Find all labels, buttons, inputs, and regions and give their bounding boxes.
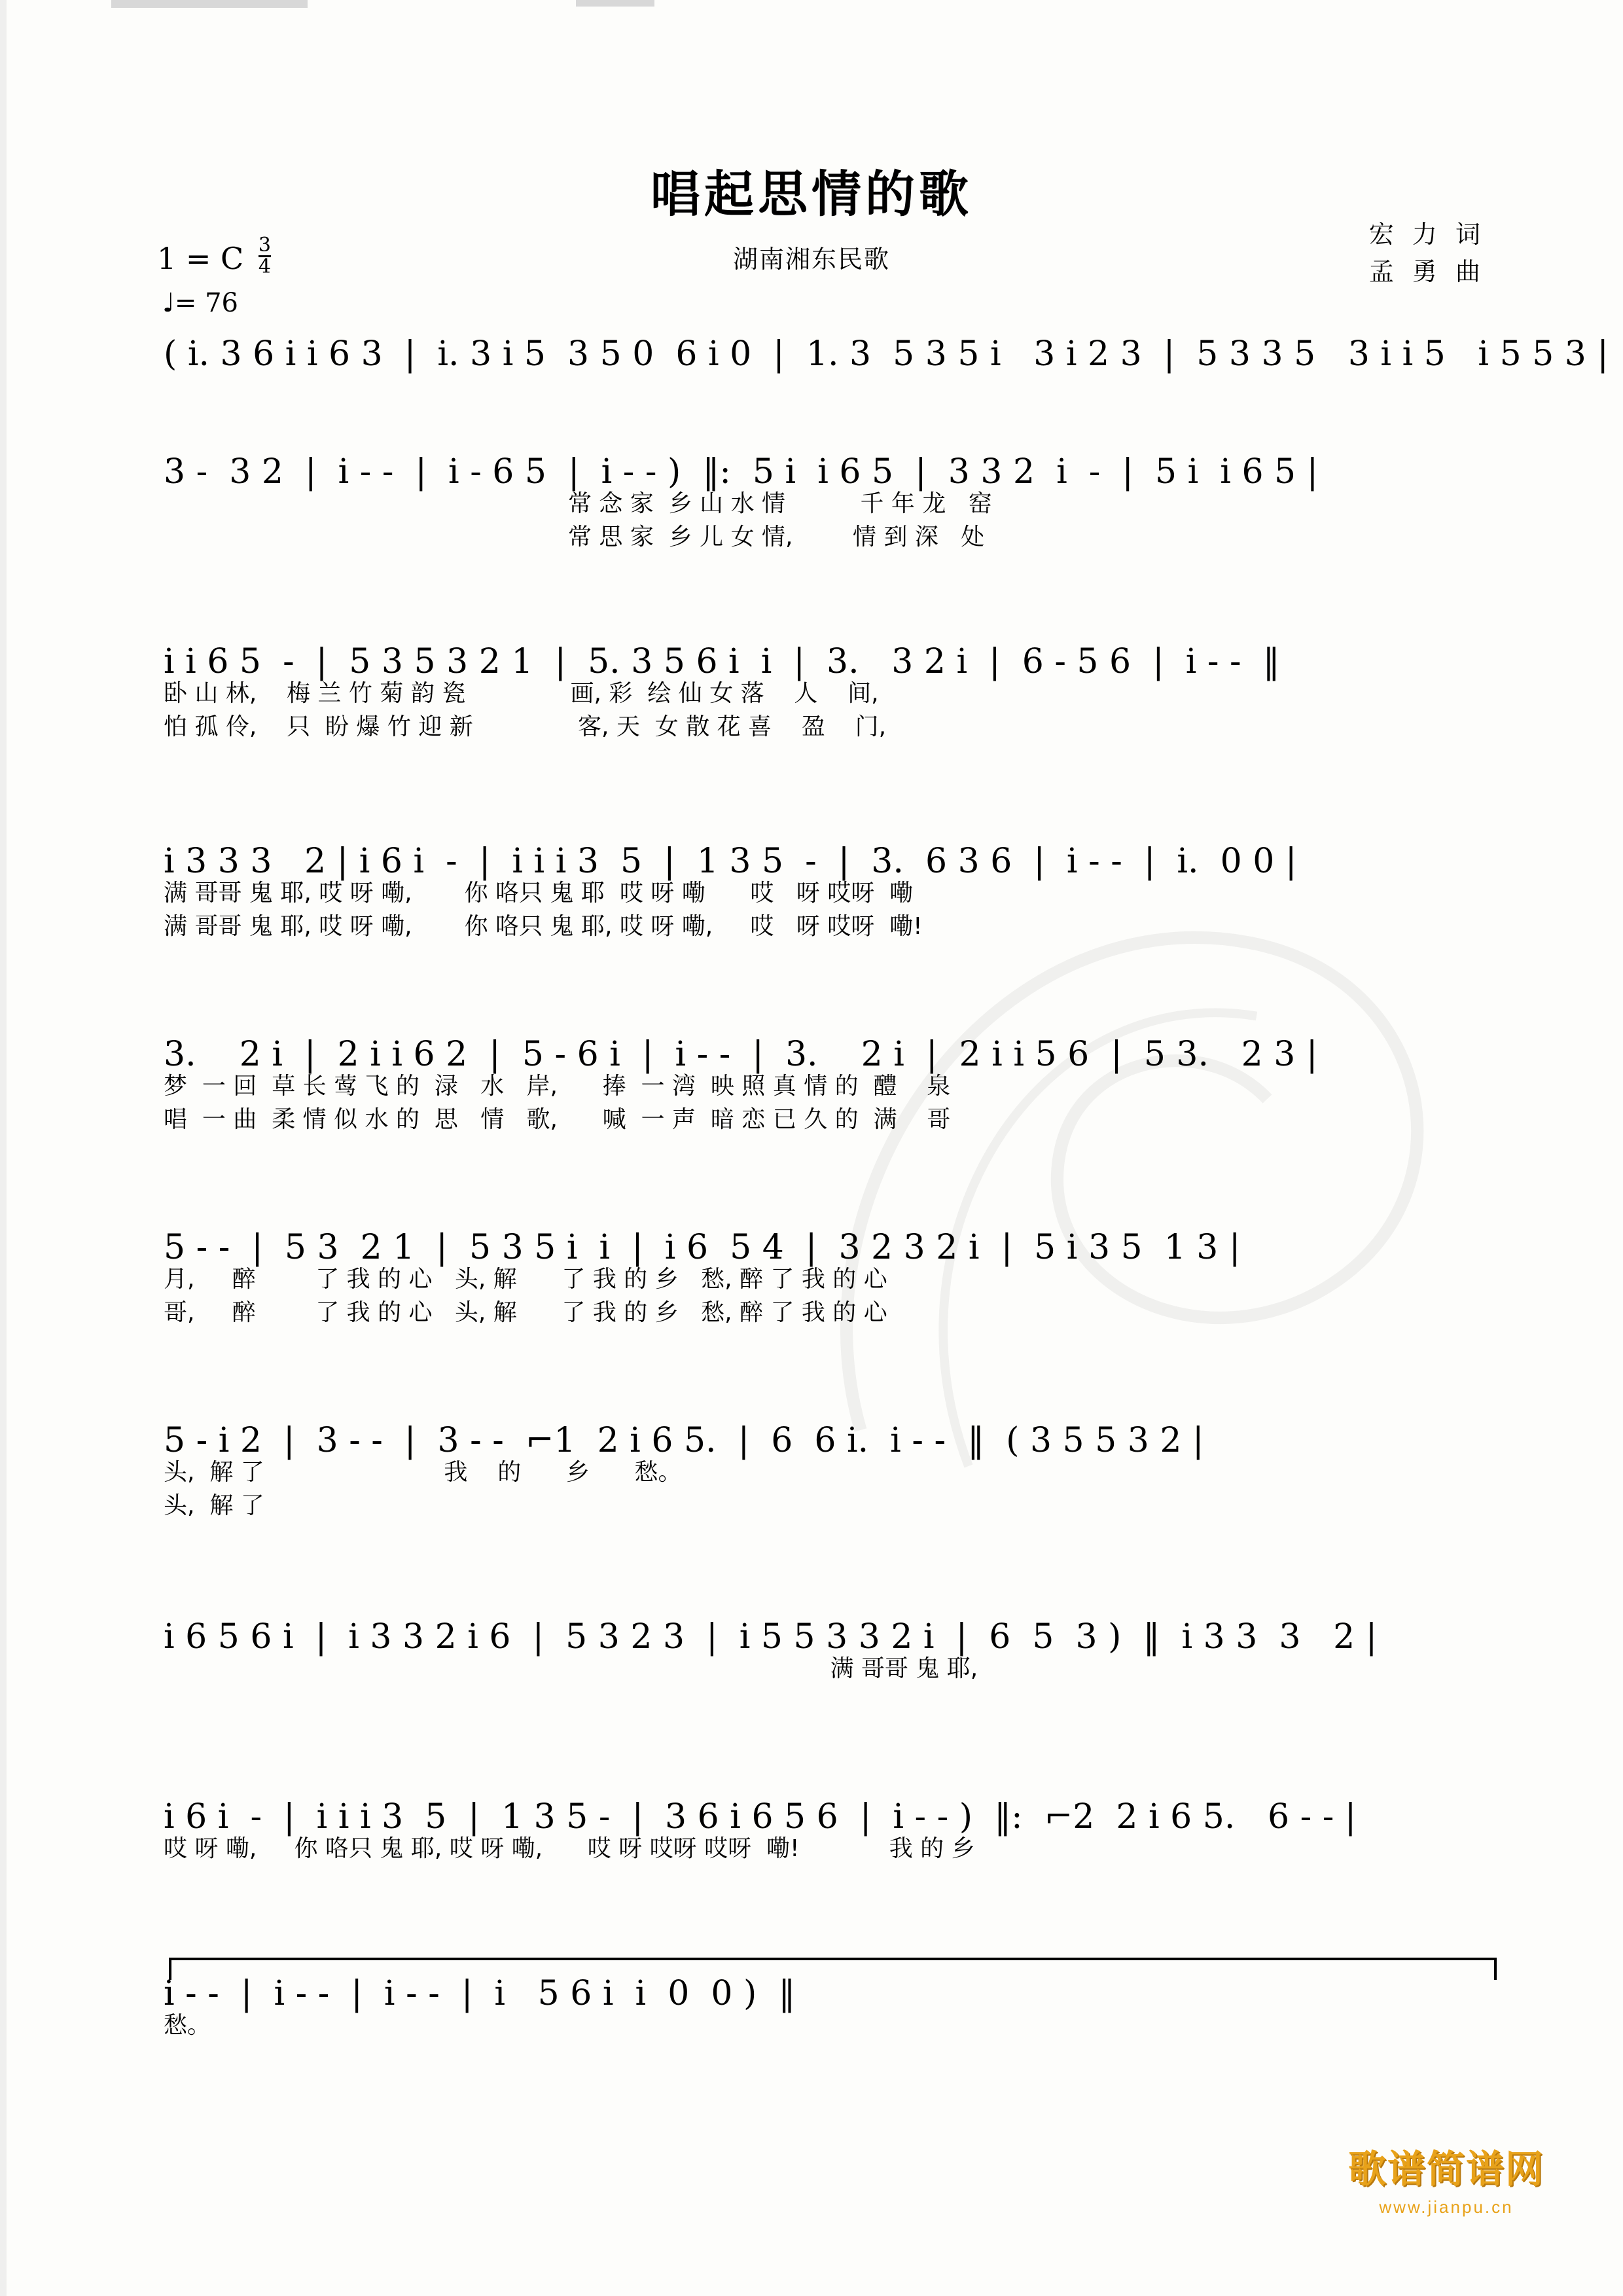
lyric-line-verse1: 哎 呀 嘞, 你 咯只 鬼 耶, 哎 呀 嘞, 哎 呀 哎呀 哎呀 嘞! 我 的 乡 [164, 1835, 975, 1862]
site-logo-brand: 歌谱简谱网 [1347, 2147, 1544, 2191]
music-system-8 [164, 1617, 1512, 1683]
phrase-bracket [167, 1954, 1502, 1993]
credits-block [1369, 216, 1486, 291]
lyric-line-verse2: 常 思 家 乡 儿 女 情, 情 到 深 处 [164, 524, 985, 550]
music-system-6 [164, 1230, 1512, 1327]
time-signature-numerator: 3 [258, 234, 271, 257]
music-system-5 [164, 1037, 1512, 1134]
music-system-7 [164, 1421, 1512, 1520]
lyric-line-verse1: 常 念 家 乡 山 水 情 千 年 龙 窑 [164, 490, 992, 517]
composer-credit: 孟 勇 曲 [1368, 257, 1486, 286]
notation-line: i - - | i - - | i - - | i 5 6 i i 0 0 ) ‖ [164, 1974, 796, 2013]
lyricist-credit: 宏 力 词 [1368, 220, 1486, 249]
lyric-line-verse2: 唱 一 曲 柔 情 似 水 的 思 情 歌, 喊 一 声 暗 恋 已 久 的 满 哥 [164, 1106, 951, 1133]
time-signature [259, 236, 271, 277]
site-logo-url: www.jianpu.cn [1379, 2197, 1514, 2217]
top-edge-artifacts [0, 0, 1623, 39]
subtitle-genre: 湖南湘东民歌 [732, 245, 890, 274]
lyric-line-verse2: 哥, 醉 了 我 的 心 头, 解 了 我 的 乡 愁, 醉 了 我 的 心 [164, 1299, 887, 1326]
lyric-line-verse1: 梦 一 回 草 长 莺 飞 的 渌 水 岸, 捧 一 湾 映 照 真 情 的 醴 泉 [164, 1073, 951, 1100]
key-signature-text: 1 = C [157, 241, 244, 276]
lyric-line-verse1: 头, 解 了 我 的 乡 愁。 [164, 1459, 682, 1486]
time-signature-denominator: 4 [258, 255, 271, 278]
lyric-line-verse1: 满 哥哥 鬼 耶, 哎 呀 嘞, 你 咯只 鬼 耶 哎 呀 嘞 哎 呀 哎呀 嘞 [164, 880, 914, 906]
lyric-line-verse1: 满 哥哥 鬼 耶, [164, 1655, 978, 1682]
music-system-9 [164, 1797, 1512, 1863]
music-system-3 [164, 642, 1512, 742]
lyric-line-verse1: 卧 山 林, 梅 兰 竹 菊 韵 瓷 画, 彩 绘 仙 女 落 人 间, [164, 680, 879, 707]
notation-line: 5 - - | 5 3 2 1 | 5 3 5 i i | i 6 5 4 | 3 2 3 2 i | 5 i 3 5 1 3 | [164, 1228, 1241, 1267]
notation-line: ( i. 3 6 i i 6 3 | i. 3 i 5 3 5 0 6 i 0 | 1. 3 5 3 5 i 3 i 2 3 | 5 3 3 5 3 i i 5 i 5 5 3 | [164, 334, 1609, 374]
top-rule-right [576, 0, 654, 7]
notation-line: 3 - 3 2 | i - - | i - 6 5 | i - - ) ‖: 5 i i 6 5 | 3 3 2 i - | 5 i i 6 5 | [164, 452, 1319, 492]
lyric-line-verse1: 月, 醉 了 我 的 心 头, 解 了 我 的 乡 愁, 醉 了 我 的 心 [164, 1266, 887, 1293]
music-system-4 [164, 844, 1512, 941]
notation-line: i 6 i - | i i i 3 5 | 1 3 5 - | 3 6 i 6 5 6 | i - - ) ‖: ⌐2 2 i 6 5. 6 - - | [164, 1797, 1357, 1837]
notation-line: 5 - i 2 | 3 - - | 3 - - ⌐1 2 i 6 5. | 6 6 i. i - - ‖ ( 3 5 5 3 2 | [164, 1421, 1204, 1460]
page-title: 唱起思情的歌 [651, 164, 972, 223]
key-signature [157, 236, 271, 277]
notation-line: 3. 2 i | 2 i i 6 2 | 5 - 6 i | i - - | 3. 2 i | 2 i i 5 6 | 5 3. 2 3 | [164, 1035, 1318, 1074]
lyric-line-verse2: 头, 解 了 [164, 1492, 264, 1519]
music-system-2 [164, 452, 1512, 552]
music-system-1 [164, 334, 1609, 374]
lyric-line-verse2: 怕 孤 伶, 只 盼 爆 竹 迎 新 客, 天 女 散 花 喜 盈 门, [164, 713, 887, 740]
notation-line: i i 6 5 - | 5 3 5 3 2 1 | 5. 3 5 6 i i | 3. 3 2 i | 6 - 5 6 | i - - ‖ [164, 642, 1280, 681]
site-logo[interactable] [1348, 2138, 1544, 2217]
notation-line: i 6 5 6 i | i 3 3 2 i 6 | 5 3 2 3 | i 5 5 3 3 2 i | 6 5 3 ) ‖ i 3 3 3 2 | [164, 1617, 1378, 1657]
top-rule-left [111, 0, 308, 8]
page-edge-left [0, 0, 7, 2296]
tempo-marking: ♩= 76 [162, 288, 238, 318]
lyric-line-verse1: 愁。 [164, 2012, 211, 2039]
notation-line: i 3 3 3 2 | i 6 i - | i i i 3 5 | 1 3 5 - | 3. 6 3 6 | i - - | i. 0 0 | [164, 842, 1297, 881]
lyric-line-verse2: 满 哥哥 鬼 耶, 哎 呀 嘞, 你 咯只 鬼 耶, 哎 呀 嘞, 哎 呀 哎呀 嘞! [164, 913, 923, 940]
